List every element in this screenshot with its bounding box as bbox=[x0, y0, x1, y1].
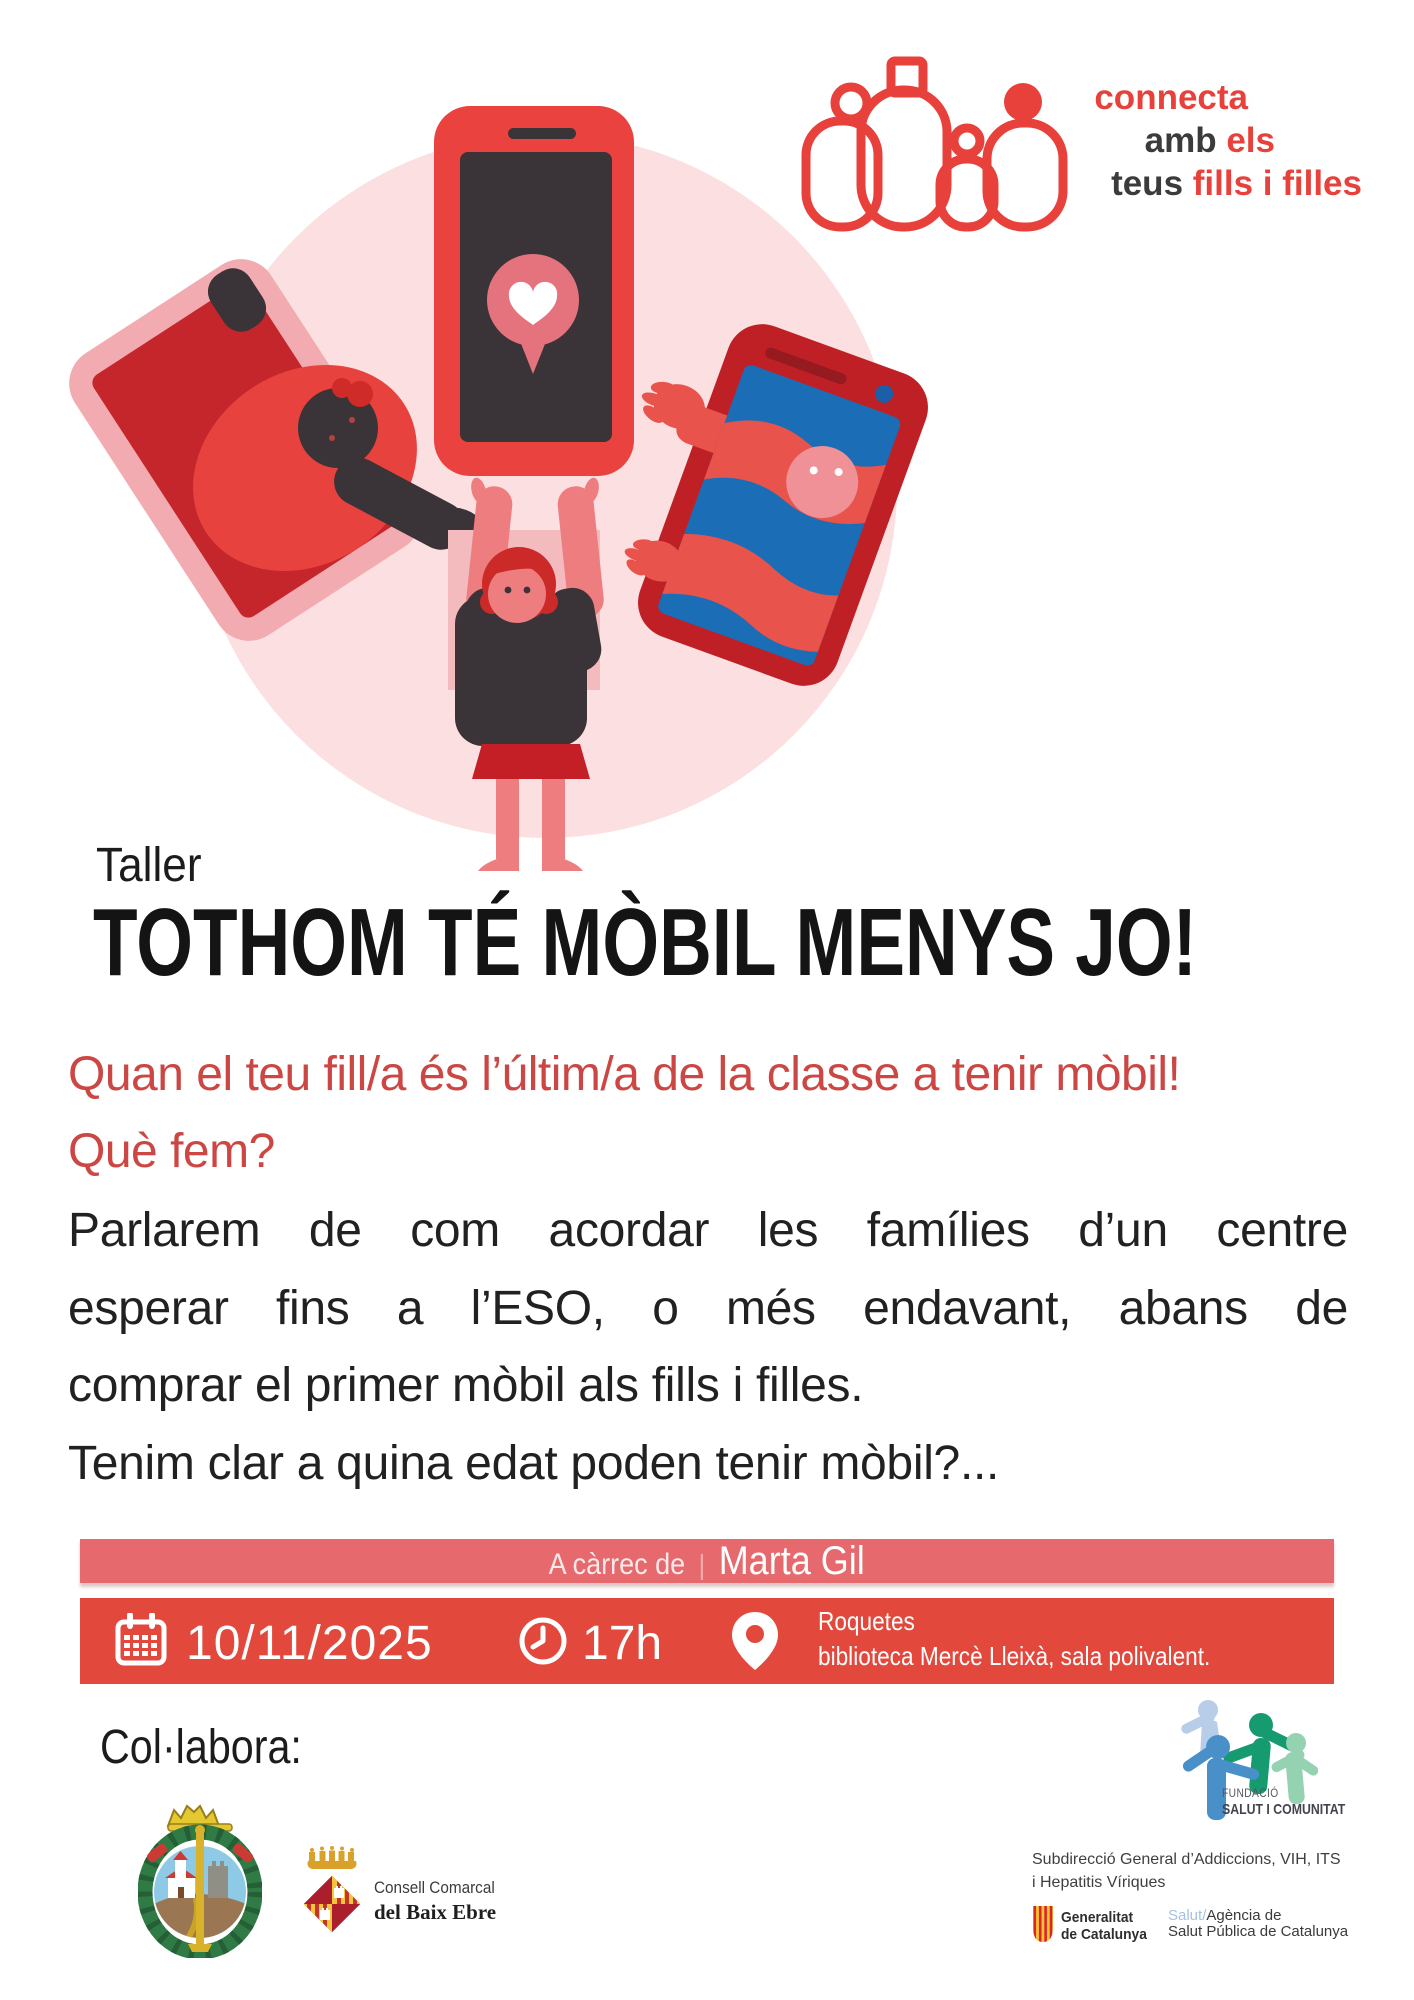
speaker-label: A càrrec de bbox=[548, 1547, 686, 1581]
roquetes-crest-icon bbox=[138, 1800, 262, 1958]
generalitat-shield-icon bbox=[1032, 1905, 1054, 1943]
speaker-banner bbox=[80, 1539, 1334, 1583]
center-phone bbox=[434, 106, 634, 476]
salut-agencia-text bbox=[1168, 1908, 1348, 1940]
body-line: Tenim clar a quina edat poden tenir mòbil?... bbox=[68, 1436, 1000, 1490]
collaborators-label: Col·labora: bbox=[100, 1721, 302, 1774]
subtitle bbox=[68, 1036, 1180, 1190]
body-line: esperar fins a l’ESO, o més endavant, abans de bbox=[68, 1281, 1348, 1335]
body-line: comprar el primer mòbil als fills i filles. bbox=[68, 1359, 864, 1412]
fsc-name-line-2: SALUT I COMUNITAT bbox=[1222, 1801, 1346, 1818]
consell-name-line-1: Consell Comarcal bbox=[374, 1878, 495, 1897]
event-date: 10/11/2025 bbox=[186, 1617, 433, 1670]
subdireccio-text bbox=[1032, 1848, 1341, 1894]
salut-line-1: Agència de bbox=[1206, 1907, 1282, 1924]
salut-prefix: Salut/ bbox=[1168, 1907, 1207, 1924]
subdireccio-line-2: i Hepatitis Víriques bbox=[1032, 1874, 1166, 1891]
consell-crest-icon bbox=[300, 1846, 364, 1938]
clock-icon bbox=[517, 1615, 569, 1667]
consell-name-line-2: del Baix Ebre bbox=[374, 1900, 497, 1924]
brand-wordmark: connecta amb els teus fills i filles bbox=[1094, 78, 1362, 203]
brand-family-icon bbox=[806, 61, 1063, 227]
page-title: TOTHOM TÉ MÒBIL MENYS JO! bbox=[93, 889, 1197, 996]
speaker-separator: | bbox=[698, 1548, 706, 1580]
generalitat-logo bbox=[1032, 1905, 1154, 1943]
generalitat-text bbox=[1061, 1905, 1147, 1943]
fsc-logo-text bbox=[1222, 1786, 1372, 1818]
salut-line-2: Salut Pública de Catalunya bbox=[1168, 1923, 1349, 1940]
body-paragraph bbox=[68, 1192, 1348, 1502]
workshop-kicker: Taller bbox=[96, 839, 202, 892]
event-time: 17h bbox=[582, 1617, 663, 1670]
fsc-name-line-1: FUNDACIÓ bbox=[1222, 1786, 1279, 1800]
event-banner bbox=[80, 1598, 1334, 1684]
subdireccio-line-1: Subdirecció General d’Addiccions, VIH, ITS bbox=[1032, 1851, 1341, 1868]
subtitle-line-1: Quan el teu fill/a és l’últim/a de la classe a tenir mòbil! bbox=[68, 1048, 1181, 1101]
subtitle-line-2: Què fem? bbox=[68, 1125, 275, 1178]
calendar-icon bbox=[114, 1613, 168, 1667]
location-pin-icon bbox=[732, 1612, 778, 1670]
event-location bbox=[818, 1604, 1210, 1674]
body-line: Parlarem de com acordar les famílies d’un centre bbox=[68, 1204, 1348, 1257]
brand-line-1: connecta bbox=[1094, 78, 1248, 117]
generalitat-line-2: de Catalunya bbox=[1061, 1926, 1147, 1943]
event-location-venue: biblioteca Mercè Lleixà, sala polivalent. bbox=[818, 1641, 1211, 1671]
event-location-town: Roquetes bbox=[818, 1606, 915, 1636]
speaker-name: Marta Gil bbox=[719, 1538, 866, 1583]
generalitat-line-1: Generalitat bbox=[1061, 1909, 1134, 1926]
consell-logo-text bbox=[374, 1878, 508, 1925]
